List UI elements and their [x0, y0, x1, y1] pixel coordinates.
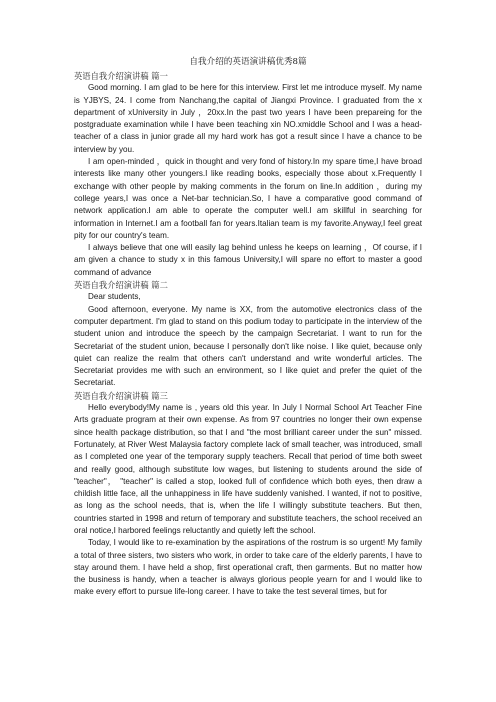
paragraph: Today, I would like to re-examination by the aspirations of the rostrum is so urgent! My family a total of three sisters, two sisters who work, in order to take care of the elderly parents, I have to stay around them. I have held a shop, first operational craft, then garments. But no matter how the business is handy, when a teacher is always glorious people yearn for and I would like to make every effort to pursue life-long career. I have to take the test several times, but for	[74, 538, 422, 597]
paragraph: Hello everybody!My name is , years old this year. In July I Normal School Art Teacher Fine Arts graduate program at their own expense. As from 97 countries no longer their own expense since health package distribution, so that I and "the most brilliant career under the sun" missed. Fortunately, at River West Malaysia factory complete lack of small teacher, was introduced, small as I completed one year of the temporary supply teachers. Recall that period of time both sweet and really good, although substitute low wages, but listening to students around the side of "teacher"， "teacher" is called a stop, looked full of confidence which both eyes, then draw a childish little face, all the unhappiness in life have suddenly vanished. I wanted, if not to positive, as long as the school needs, that is, when the life I willingly substitute teachers. But then, countries started in 1998 and return of temporary and substitute teachers, the school received an oral notice,I harbored feelings reluctantly and quietly left the school.	[74, 403, 422, 535]
section-heading: 英语自我介绍演讲稿 篇二	[74, 280, 168, 291]
section-heading: 英语自我介绍演讲稿 篇三	[74, 390, 168, 401]
document-title: 自我介绍的英语演讲稿优秀8篇	[189, 57, 307, 67]
document-body	[74, 70, 422, 599]
paragraph: Dear students,	[88, 292, 141, 302]
paragraph: I am open-minded ，quick in thought and very fond of history.In my spare time,I have broad interests like many other youngers.I like reading books, especially those about x.Frequently I exchange with other people by making comments in the forum on line.In addition ，during my college years,I was once a Net-bar technician.So, I have a comparative good command of network application.I am able to operate the computer well.I am skillful in searching for information in Internet.I am a football fan for years.Italian team is my favorite.Anyway,I feel great pity for our country's team.	[74, 157, 422, 240]
paragraph: Good morning. I am glad to be here for this interview. First let me introduce myself. My name is YJBYS, 24. I come from Nanchang,the capital of Jiangxi Province. I graduated from the x department of xUniversity in July ，20xx.In the past two years I have been prepareing for the postgraduate examination while I have been teaching xin NO.xmiddle School and I was a head-teacher of a class in junior grade all my hard work has got a result since I have a chance to be interview by you.	[74, 83, 422, 154]
paragraph: Good afternoon, everyone. My name is XX, from the automotive electronics class of the computer department. I'm glad to stand on this podium today to participate in the interview of the student union and introduce the speech by the campaign Secretariat. I want to run for the Secretariat of the student union, because I personally don't like noise. I like quiet, because only quiet can realize the realm that others can't understand and write wonderful articles. The Secretariat provides me with such an environment, so I like quiet and prefer the quiet of the Secretariat.	[74, 304, 422, 388]
paragraph: I always believe that one will easily lag behind unless he keeps on learning ，Of course, if I am given a chance to study x in this famous University,I will spare no effort to master a good command of advance	[74, 243, 422, 277]
section-heading: 英语自我介绍演讲稿 篇一	[74, 71, 168, 81]
